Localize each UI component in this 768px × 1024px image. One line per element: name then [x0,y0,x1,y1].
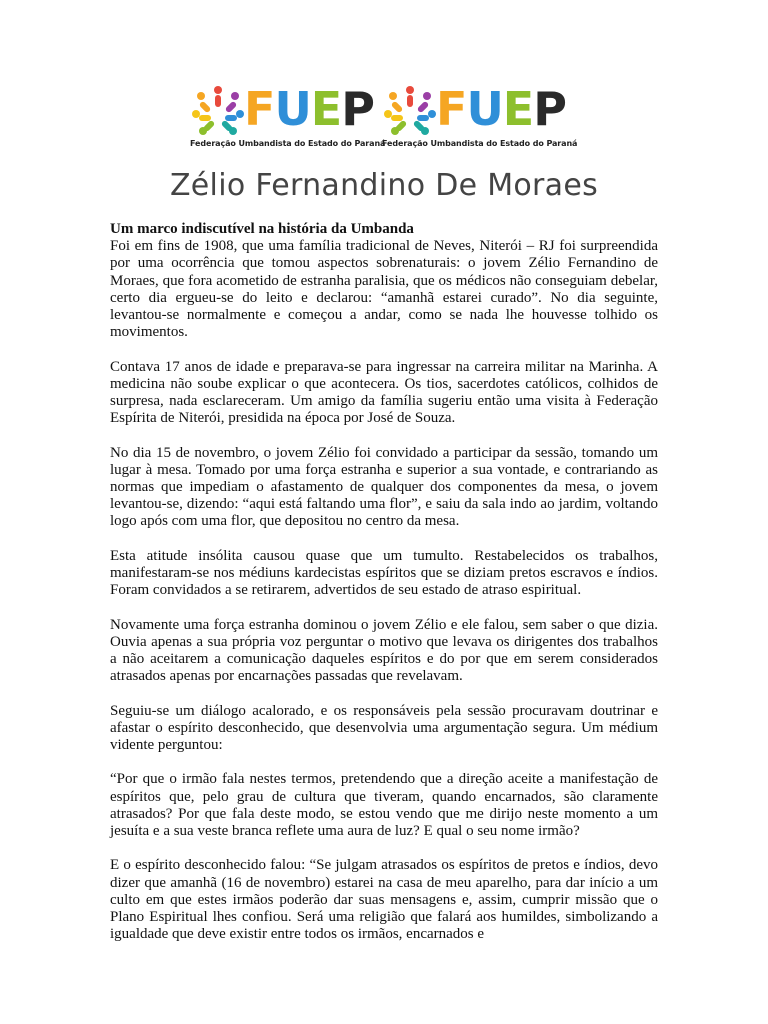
paragraph: Foi em fins de 1908, que uma família tradicional de Neves, Niterói – RJ foi surpreendida por uma ocorrência que tomou aspectos sobrenaturais: o jovem Zélio Fernandino de Moraes, que fora acometido de estranha paralisia, que os médicos não conseguiam debelar, certo dia ergueu-se do leito e declarou: “amanhã estarei curado”. No dia seguinte, levantou-se normalmente e começou a andar, como se nada lhe houvesse tolhido os movimentos. [110,238,658,341]
logo-wordmark: FUEP [244,82,374,136]
logo-wordmark-repeat: FUEP [436,82,566,136]
paragraph: Esta atitude insólita causou quase que um tumulto. Restabelecidos os trabalhos, manifestaram-se nos médiuns kardecistas espíritos que se diziam pretos escravos e índios. Foram convidados a se retirarem, advertidos de seu estado de atraso espiritual. [110,547,658,599]
section-heading: Um marco indiscutível na história da Umbanda [110,221,414,237]
logo-tagline-repeat: Federação Umbandista do Estado do Paraná [382,139,578,148]
paragraph: Seguiu-se um diálogo acalorado, e os responsáveis pela sessão procuravam doutrinar e afastar o espírito desconhecido, que desenvolvia uma argumentação segura. Um médium vidente perguntou: [110,702,658,754]
fuep-logo [188,78,388,158]
document-header [0,78,768,158]
paragraph: Novamente uma força estranha dominou o jovem Zélio e ele falou, sem saber o que dizia. Ouvia apenas a sua própria voz perguntar o motivo que levava os dirigentes dos trabalhos a não aceitarem a comunicação daqueles espíritos e do por que em serem considerados atrasados apenas por encarnações passadas que revelavam. [110,616,658,685]
document-body [110,221,658,961]
fuep-logo-repeat [380,78,580,158]
document-title: Zélio Fernandino De Moraes [169,168,599,203]
paragraph: E o espírito desconhecido falou: “Se julgam atrasados os espíritos de pretos e índios, devo dizer que amanhã (16 de novembro) estarei na casa de meu aparelho, para dar início a um culto em que estes irmãos poderão dar suas mensagens e, assim, cumprir missão que o Plano Espiritual lhes confiou. Será uma religião que falará aos humildes, simbolizando a igualdade que deve existir entre todos os irmãos, encarnados e [110,857,658,943]
logo-tagline: Federação Umbandista do Estado do Paraná [190,139,386,148]
paragraph: “Por que o irmão fala nestes termos, pretendendo que a direção aceite a manifestação de espíritos que, pelo grau de cultura que tiveram, quando encarnados, são claramente atrasados? Por que fala deste modo, se estou vendo que me dirijo neste momento a um jesuíta e a sua veste branca reflete uma aura de luz? E qual o seu nome irmão? [110,771,658,840]
dancing-figures-logo-icon [188,82,248,138]
paragraph: Contava 17 anos de idade e preparava-se para ingressar na carreira militar na Marinha. A medicina não soube explicar o que acontecera. Os tios, sacerdotes católicos, colhidos de surpresa, nada esclareceram. Um amigo da família sugeriu então uma visita à Federação Espírita de Niterói, presidida na época por José de Souza. [110,358,658,427]
paragraph: No dia 15 de novembro, o jovem Zélio foi convidado a participar da sessão, tomando um lugar à mesa. Tomado por uma força estranha e superior a sua vontade, e contrariando as normas que impediam o afastamento de qualquer dos componentes da mesa, o jovem levantou-se, dizendo: “aqui está faltando uma flor”, e saiu da sala indo ao jardim, voltando logo após com uma flor, que depositou no centro da mesa. [110,444,658,530]
dancing-figures-logo-icon [380,82,440,138]
